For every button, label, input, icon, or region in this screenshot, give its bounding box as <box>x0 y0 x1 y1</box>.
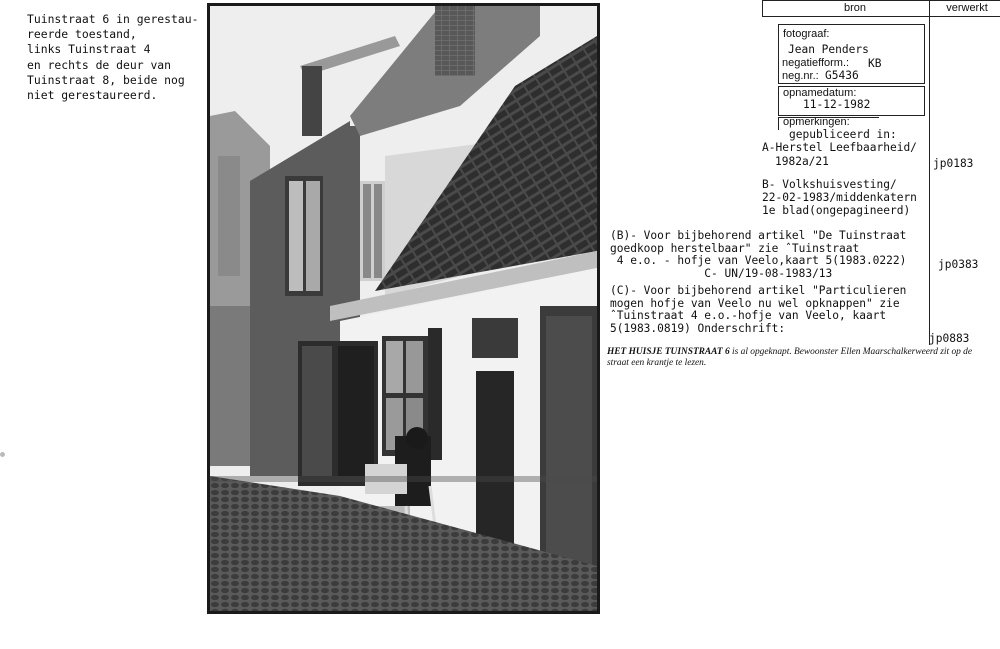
opmerkingen-line: A-Herstel Leefbaarheid/ <box>762 141 917 154</box>
card-column-divider <box>929 0 930 345</box>
note-b-line: C- UN/19-08-1983/13 <box>610 266 833 280</box>
clipping-bold-lead: HET HUISJE TUINSTRAAT 6 <box>607 347 730 357</box>
note-c-line: mogen hofje van Veelo nu wel opknappen" zie <box>610 296 900 310</box>
note-b-line: goedkoop herstelbaar" zie ˆTuinstraat <box>610 241 860 255</box>
processed-ref: jp0383 <box>938 258 979 271</box>
note-c-line: (C)- Voor bijbehorend artikel "Particulieren <box>610 284 907 297</box>
card-left-rule <box>762 0 763 17</box>
opnamedatum-value: 11-12-1982 <box>803 98 871 111</box>
photograph-image <box>210 6 597 611</box>
caption-line: Tuinstraat 6 in gerestau- <box>27 12 199 26</box>
note-b <box>610 230 906 280</box>
caption-line: niet gerestaureerd. <box>27 88 158 103</box>
photo-caption <box>27 12 198 103</box>
opmerkingen-label: opmerkingen: <box>783 116 850 128</box>
processed-ref: jp0883 <box>929 332 970 345</box>
scan-speck <box>0 452 5 457</box>
card-header-rule <box>762 16 1000 17</box>
column-header-bron: bron <box>843 2 867 14</box>
note-b-line: 4 e.o. - hofje van Veelo,kaart 5(1983.0222) <box>610 254 907 268</box>
caption-line: reerde toestand, <box>27 27 137 42</box>
opmerkingen-line: 1e blad(ongepagineerd) <box>762 204 911 217</box>
negatiefform-label: negatiefform.: <box>782 57 850 69</box>
caption-line: en rechts de deur van <box>27 57 172 72</box>
clipping-text: is al opgeknapt. Bewoonster Ellen Maarschalkerweerd zit op de straat een krantje te lezen. <box>607 347 973 368</box>
negatiefform-value: KB <box>868 57 882 70</box>
opnamedatum-label: opnamedatum: <box>783 87 857 99</box>
opmerkingen-line: B- Volkshuisvesting/ <box>762 178 897 191</box>
column-header-verwerkt: verwerkt <box>946 2 988 14</box>
opmerkingen-line: 1982a/21 <box>775 155 829 168</box>
caption-line: links Tuinstraat 4 <box>27 42 151 57</box>
note-c-line: 5(1983.0819) Onderschrift: <box>610 321 786 335</box>
processed-ref: jp0183 <box>933 157 974 170</box>
street-photograph <box>207 3 600 614</box>
newspaper-clipping-caption <box>607 347 987 369</box>
note-c <box>610 285 906 335</box>
opmerkingen-line: 22-02-1983/middenkatern <box>762 191 917 204</box>
caption-line: Tuinstraat 8, beide nog <box>27 72 185 87</box>
fotograaf-label: fotograaf: <box>783 28 830 40</box>
note-c-line: ˆTuinstraat 4 e.o.-hofje van Veelo, kaart <box>610 309 887 323</box>
opmerkingen-line: gepubliceerd in: <box>789 128 897 141</box>
negnr-label: neg.nr.: <box>782 70 819 82</box>
fotograaf-value: Jean Penders <box>788 43 869 56</box>
note-b-line: (B)- Voor bijbehorend artikel "De Tuinstraat <box>610 229 907 242</box>
negnr-value: G5436 <box>825 69 859 82</box>
